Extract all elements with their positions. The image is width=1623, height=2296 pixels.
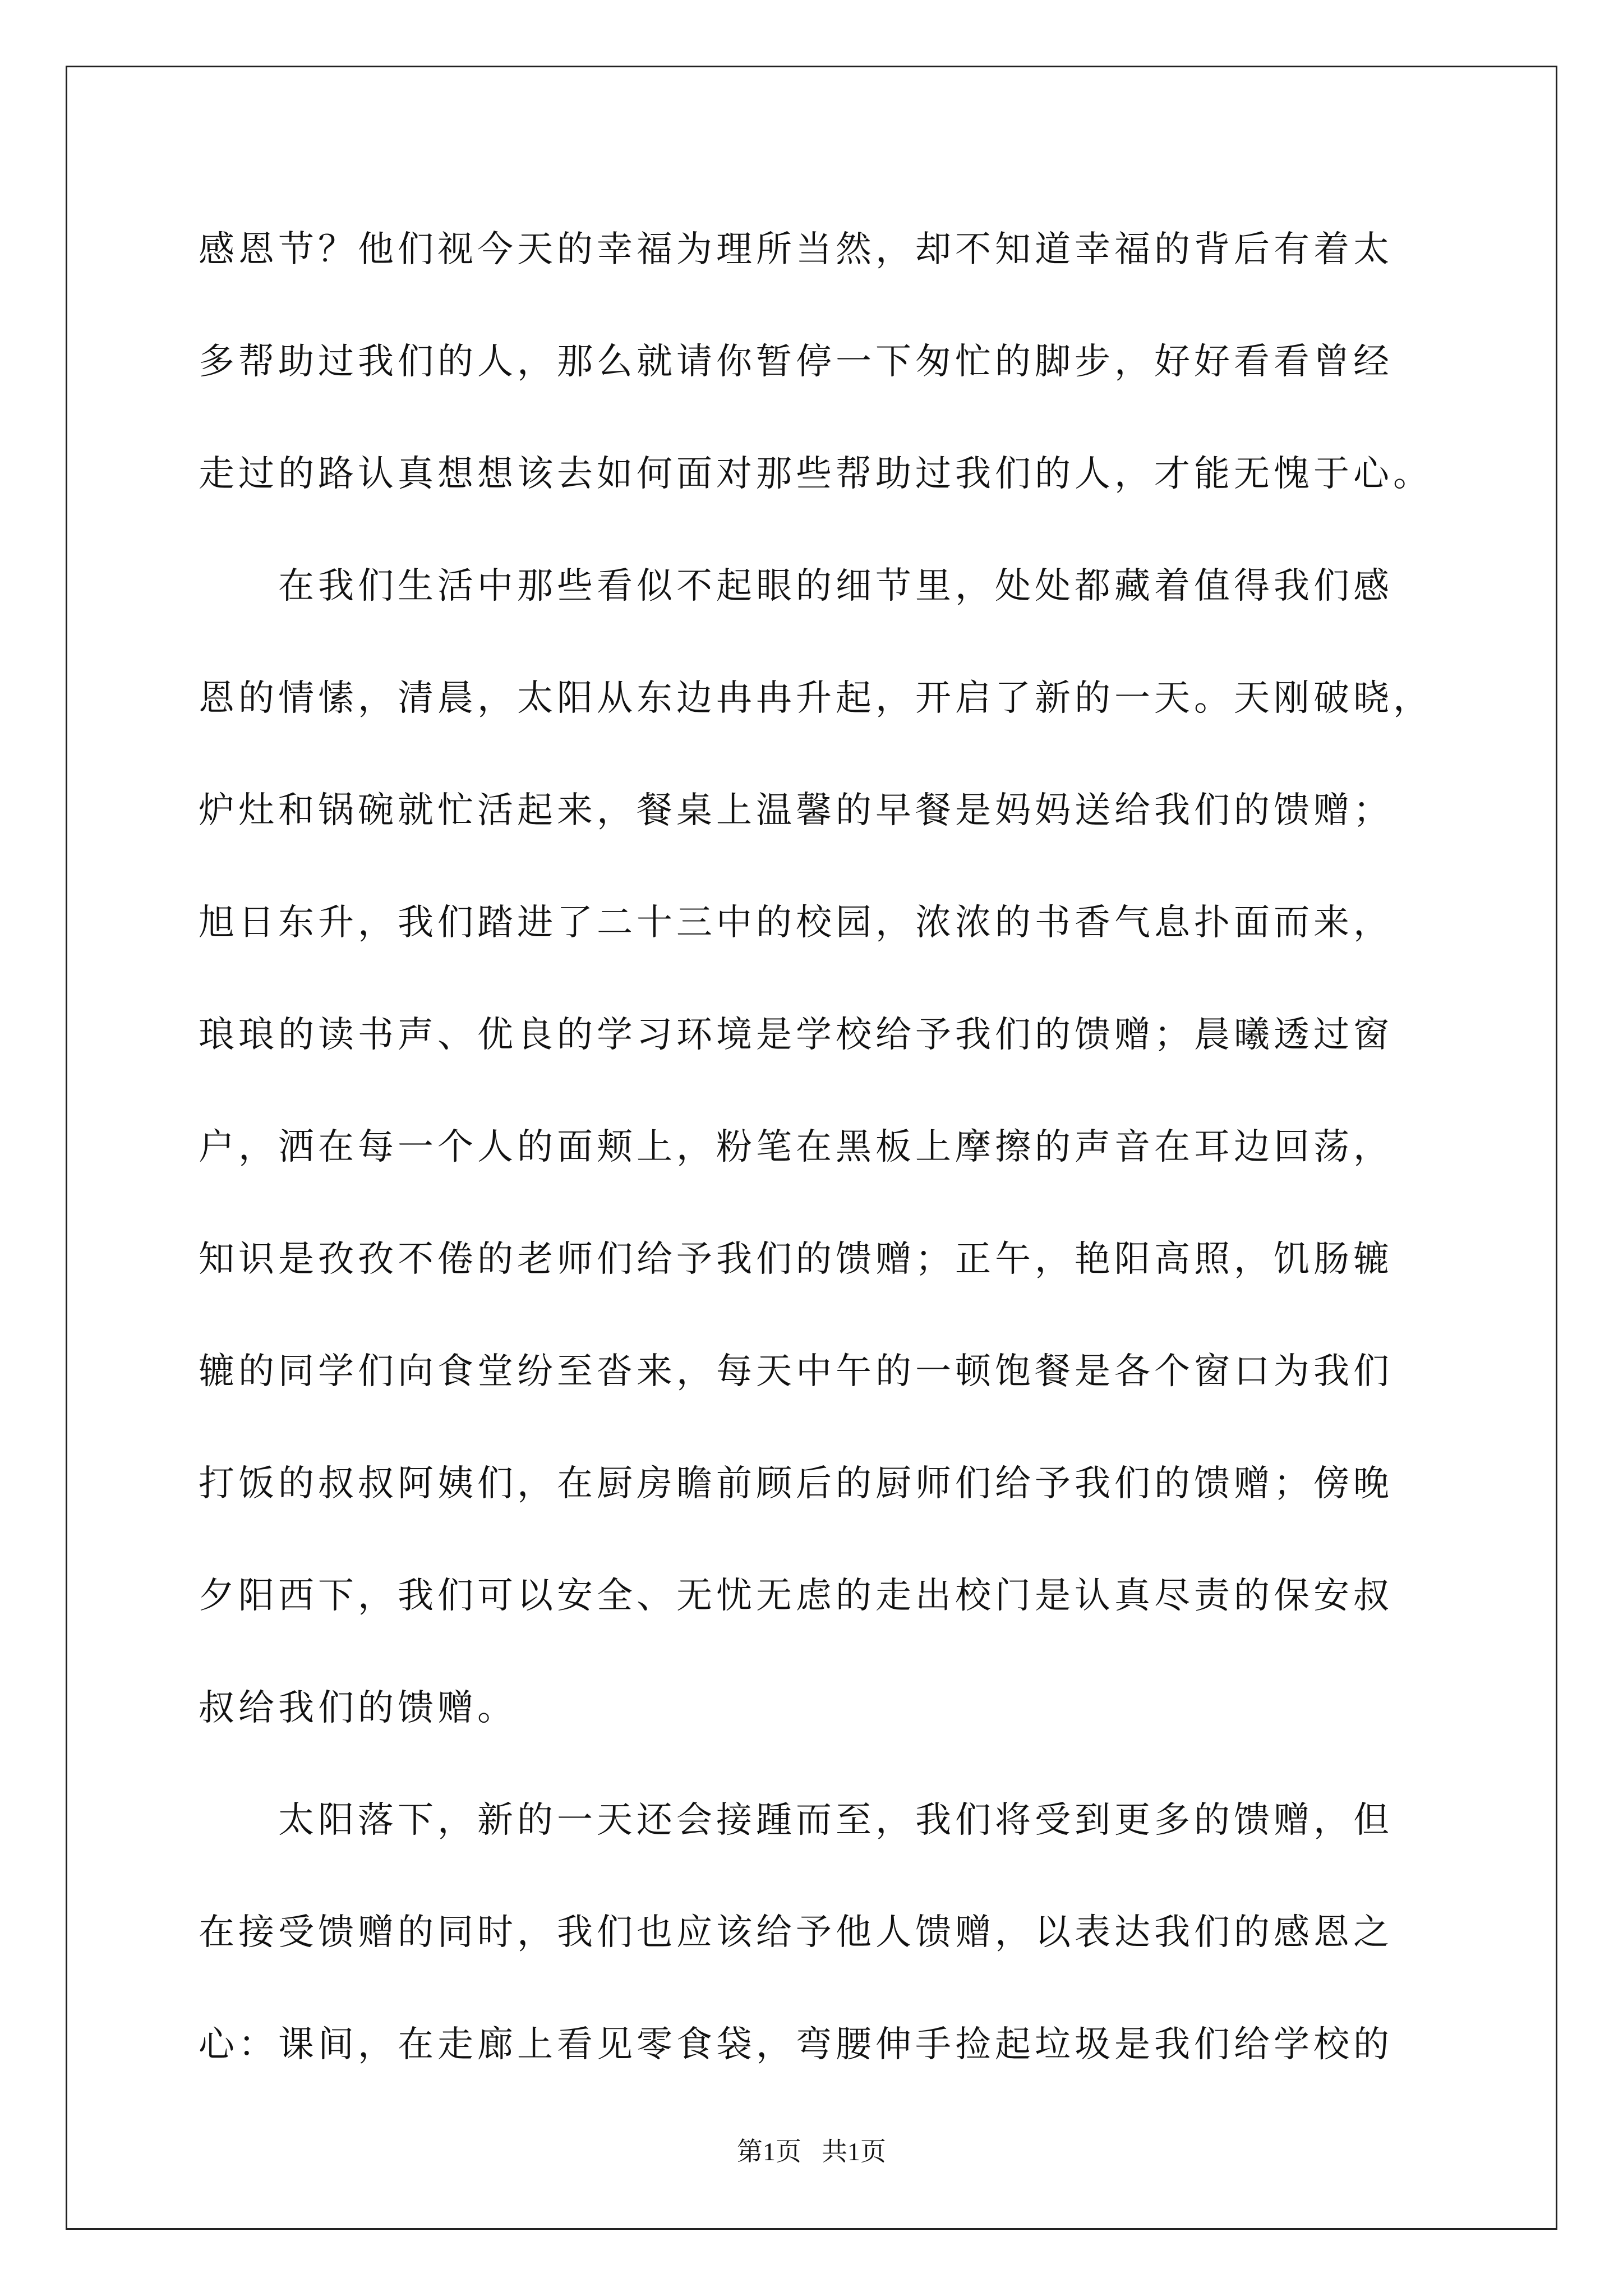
text-line: 在接受馈赠的同时，我们也应该给予他人馈赠，以表达我们的感恩之 — [199, 1912, 1393, 1953]
text-line: 辘的同学们向食堂纷至沓来，每天中午的一顿饱餐是各个窗口为我们 — [199, 1351, 1393, 1392]
text-line: 打饭的叔叔阿姨们，在厨房瞻前顾后的厨师们给予我们的馈赠；傍晚 — [199, 1463, 1393, 1504]
text-line: 知识是孜孜不倦的老师们给予我们的馈赠；正午，艳阳高照，饥肠辘 — [199, 1239, 1393, 1280]
page-footer — [0, 2136, 1623, 2168]
text-line: 心：课间，在走廊上看见零食袋，弯腰伸手捡起垃圾是我们给学校的 — [199, 2024, 1393, 2065]
text-line: 恩的情愫，清晨，太阳从东边冉冉升起，开启了新的一天。天刚破晓， — [199, 678, 1433, 719]
page-number: 第1页 — [737, 2137, 801, 2166]
text-line: 旭日东升，我们踏进了二十三中的校园，浓浓的书香气息扑面而来， — [199, 902, 1393, 944]
text-line: 太阳落下，新的一天还会接踵而至，我们将受到更多的馈赠，但 — [199, 1800, 1393, 1841]
text-line: 叔给我们的馈赠。 — [199, 1687, 517, 1729]
text-line: 感恩节？他们视今天的幸福为理所当然，却不知道幸福的背后有着太 — [199, 229, 1393, 270]
text-line: 多帮助过我们的人，那么就请你暂停一下匆忙的脚步，好好看看曾经 — [199, 341, 1393, 383]
text-line: 夕阳西下，我们可以安全、无忧无虑的走出校门是认真尽责的保安叔 — [199, 1575, 1393, 1617]
text-line: 户，洒在每一个人的面颊上，粉笔在黑板上摩擦的声音在耳边回荡， — [199, 1126, 1393, 1168]
text-line: 在我们生活中那些看似不起眼的细节里，处处都藏着值得我们感 — [199, 565, 1393, 607]
page-total: 共1页 — [822, 2137, 886, 2166]
text-line: 琅琅的读书声、优良的学习环境是学校给予我们的馈赠；晨曦透过窗 — [199, 1014, 1393, 1056]
text-line: 走过的路认真想想该去如何面对那些帮助过我们的人，才能无愧于心。 — [199, 453, 1433, 495]
text-line: 炉灶和锅碗就忙活起来，餐桌上温馨的早餐是妈妈送给我们的馈赠； — [199, 790, 1393, 831]
